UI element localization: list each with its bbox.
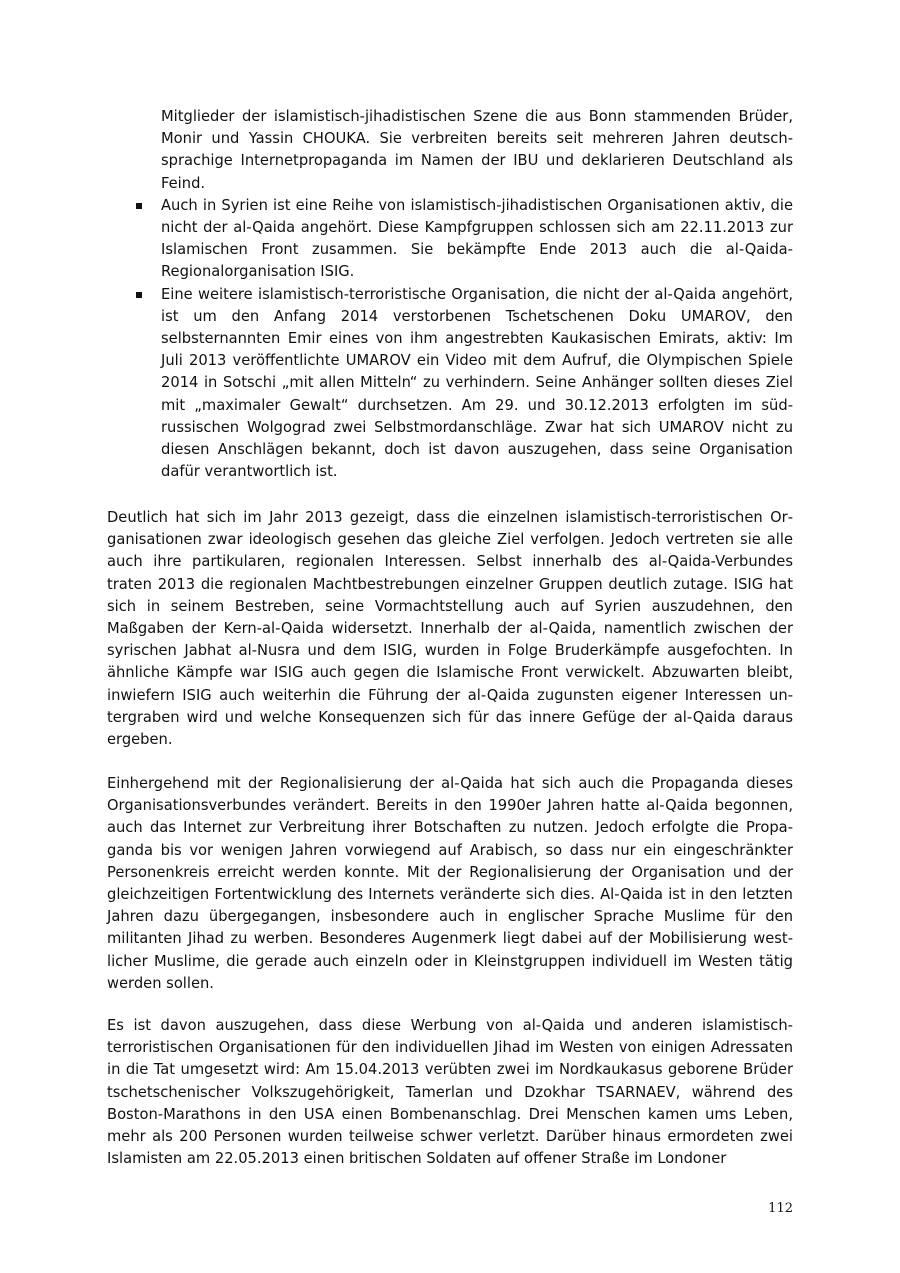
paragraph-propaganda: Einhergehend mit der Regionalisierung der al-Qaida hat sich auch die Propaganda dieses Organisationsverbundes verändert. Bereits in den 1990er Jahren hatte al-Qaida begonnen, auch das Internet zur Verbreitung ihrer Botschaften zu nutzen. Jedoch erfolgte die Propaganda bis vor wenigen Jahren vorwiegend auf Arabisch, so dass nur ein eingeschränkter Personenkreis erreicht werden konnte. Mit der Regionalisierung der Organisation und der gleichzeitigen Fortentwicklung des Internets veränderte sich dies. Al-Qaida ist in den letzten Jahren dazu übergegangen, insbesondere auch in englischer Sprache Muslime für den militanten Jihad zu werben. Besonderes Augenmerk liegt dabei auf der Mobilisierung westlicher Muslime, die gerade auch einzeln oder in Kleinstgruppen individuell im Westen tätig werden sollen. (107, 775, 793, 992)
paragraph-regional-interests: Deutlich hat sich im Jahr 2013 gezeigt, dass die einzelnen islamistisch-terroristischen Organisationen zwar ideologisch gesehen das gleiche Ziel verfolgen. Jedoch vertreten sie alle auch ihre partikularen, regionalen Interessen. Selbst innerhalb des al-Qaida-Verbundes traten 2013 die regionalen Machtbestrebungen einzelner Gruppen deutlich zutage. ISIG hat sich in seinem Bestreben, seine Vormachtstellung auch auf Syrien auszudehnen, den Maßgaben der Kern-al-Qaida widersetzt. Innerhalb der al-Qaida, namentlich zwischen der syrischen Jabhat al-Nusra und dem ISIG, wurden in Folge Bruderkämpfe ausgefochten. In ähnliche Kämpfe war ISIG auch gegen die Islamische Front verwickelt. Abzuwarten bleibt, inwiefern ISIG auch weiterhin die Führung der al-Qaida zugunsten eigener Interessen untergraben wird und welche Konsequenzen sich für das innere Gefüge der al-Qaida daraus ergeben. (107, 509, 793, 749)
paragraph-individual-jihad: Es ist davon auszugehen, dass diese Werbung von al-Qaida und anderen islamistisch-terroristischen Organisationen für den individuellen Jihad im Westen von einigen Adressaten in die Tat umgesetzt wird: Am 15.04.2013 verübten zwei im Nordkaukasus geborene Brüder tschetschenischer Volkszugehörigkeit, Tamerlan und Dzokhar TSARNAEV, während des Boston-Marathons in den USA einen Bombenanschlag. Drei Menschen kamen ums Leben, mehr als 200 Personen wurden teilweise schwer verletzt. Darüber hinaus ermordeten zwei Islamisten am 22.05.2013 einen britischen Soldaten auf offener Straße im Londoner (107, 1017, 793, 1168)
page-number: 112 (768, 1201, 793, 1216)
bullet-item-continuation: Mitglieder der islamistisch-jihadistischen Szene die aus Bonn stammenden Brüder, Monir und Yassin CHOUKA. Sie verbreiten bereits seit mehreren Jahren deutschsprachige Internetpropaganda im Namen der IBU und deklarieren Deutschland als Feind. (161, 108, 793, 192)
bullet-list (107, 106, 793, 483)
bullet-item-syria: Auch in Syrien ist eine Reihe von islamistisch-jihadistischen Organisationen aktiv, die nicht der al-Qaida angehört. Diese Kampfgruppen schlossen sich am 22.11.2013 zur Islamischen Front zusammen. Sie bekämpfte Ende 2013 auch die al-Qaida-Regionalorganisation ISIG. (107, 195, 793, 284)
bullet-item-umarov: Eine weitere islamistisch-terroristische Organisation, die nicht der al-Qaida angehört, ist um den Anfang 2014 verstorbenen Tschetschenen Doku UMAROV, den selbsternannten Emir eines von ihm angestrebten Kaukasischen Emirats, aktiv: Im Juli 2013 veröffentlichte UMAROV ein Video mit dem Aufruf, die Olympischen Spiele 2014 in Sotschi „mit allen Mitteln“ zu verhindern. Seine Anhänger sollten dieses Ziel mit „maximaler Gewalt“ durchsetzen. Am 29. und 30.12.2013 erfolgten im südrussischen Wolgograd zwei Selbstmordanschläge. Zwar hat sich UMAROV nicht zu diesen Anschlägen bekannt, doch ist davon auszugehen, dass seine Organisation dafür verantwortlich ist. (107, 284, 793, 484)
